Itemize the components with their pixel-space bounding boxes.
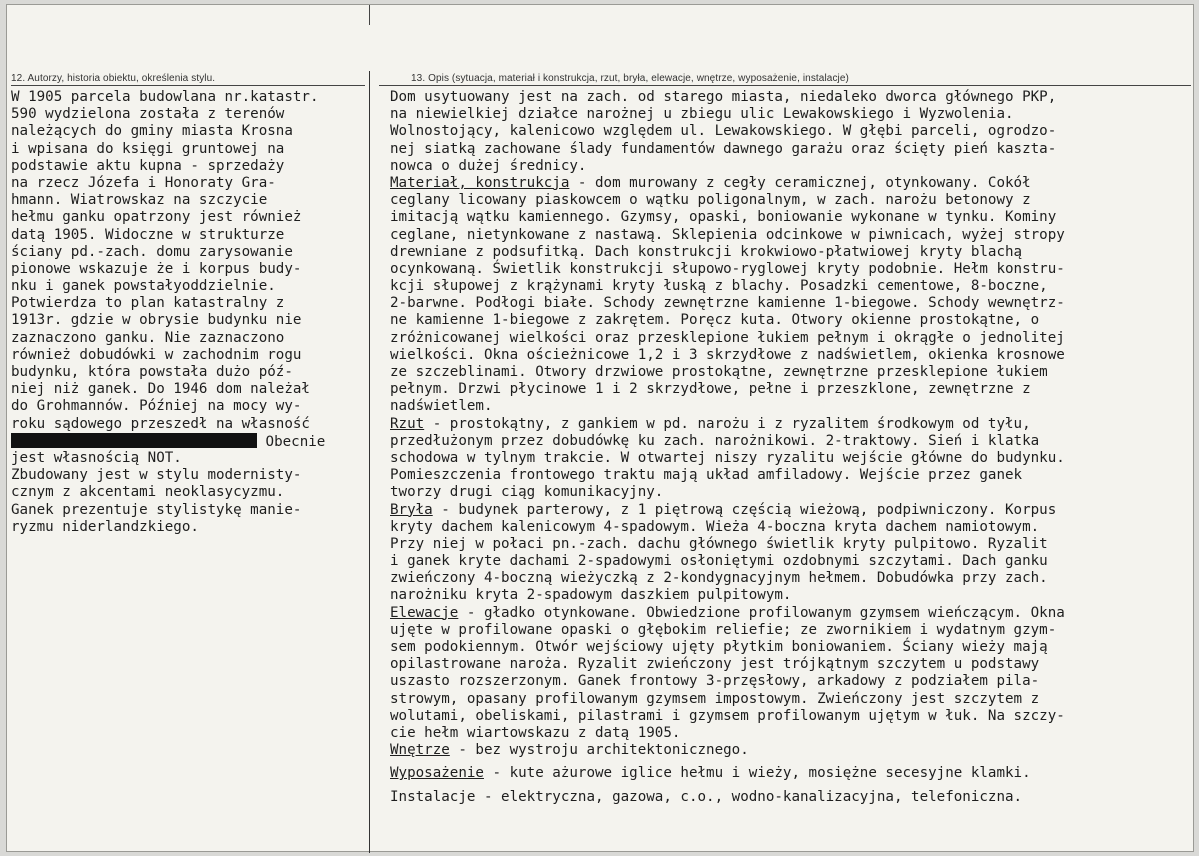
description-line: [390, 261, 1194, 278]
left-section-header: 12. Autorzy, historia obiektu, określenia stylu.: [11, 73, 216, 84]
history-column: [11, 89, 367, 536]
description-line: [390, 656, 1194, 673]
history-line: na rzecz Józefa i Honoraty Gra-: [11, 174, 276, 191]
history-line: 590 wydzielona została z terenów: [11, 106, 285, 123]
description-text: - prostokątny, z gankiem w pd. narożu i z ryzalitem środkowym od tyłu,: [424, 415, 1031, 432]
history-line: nku i ganek powstałyoddzielnie.: [11, 278, 276, 295]
description-line: [390, 450, 1194, 467]
description-text: ze szczeblinami. Otwory drzwiowe prostokątne, zewnętrzne przesklepione łukiem: [390, 364, 1048, 380]
history-line: ryzmu niderlandzkiego.: [11, 518, 199, 535]
description-text: imitacją wątku kamiennego. Gzymsy, opaski, boniowanie wykonane w tynku. Kominy: [390, 209, 1057, 226]
description-text: kryty dachem kalenicowym 4-spadowym. Wieża 4-boczna kryta dachem namiotowym.: [390, 518, 1040, 535]
description-text: ocynkowaną. Świetlik konstrukcji słupowo-ryglowej kryty podobnie. Hełm konstru-: [390, 260, 1065, 277]
description-text: - gładko otynkowane. Obwiedzione profilowanym gzymsem wieńczącym. Okna: [458, 604, 1065, 621]
history-line-text: Obecnie: [257, 433, 326, 450]
description-line: [390, 484, 1194, 501]
description-text: strowym, opasany profilowanym gzymsem impostowym. Zwieńczony jest szczytem z: [390, 690, 1040, 707]
description-text: tworzy drugi ciąg komunikacyjny.: [390, 484, 664, 501]
description-line: [390, 175, 1194, 192]
section-heading: Wyposażenie: [390, 765, 484, 782]
description-text: 2-barwne. Podłogi białe. Schody zewnętrzne kamienne 1-biegowe. Schody wewnętrz-: [390, 295, 1065, 312]
description-line: [390, 536, 1194, 553]
column-divider: [369, 71, 370, 853]
description-line: [390, 192, 1194, 209]
description-text: Przy niej w połaci pn.-zach. dachu głównego świetlik kryty pulpitowo. Ryzalit: [390, 535, 1048, 552]
description-line: [390, 123, 1194, 140]
description-line: [390, 519, 1194, 536]
history-line: niej niż ganek. Do 1946 dom należał: [11, 381, 310, 398]
description-column: [390, 89, 1194, 806]
description-line: [390, 467, 1194, 484]
description-text: kcji słupowej z krążynami kryty łuską z blachy. Posadzki cementowe, 8-boczne,: [390, 278, 1048, 295]
description-text: cie hełm wiartowskazu z datą 1905.: [390, 724, 681, 741]
description-line: [390, 622, 1194, 639]
history-line: Potwierdza to plan katastralny z: [11, 295, 285, 312]
description-text: ujęte w profilowane opaski o głębokim reliefie; ze zwornikiem i wydatnym gzym-: [390, 621, 1057, 638]
description-line: [390, 347, 1194, 364]
description-line: [390, 605, 1194, 622]
section-heading: Elewacje: [390, 604, 459, 621]
history-line: budynku, która powstała dużo póź-: [11, 364, 293, 380]
description-line: [390, 89, 1194, 106]
description-line: [390, 295, 1194, 312]
section-heading: Wnętrze: [390, 742, 450, 759]
description-text: Pomieszczenia frontowego traktu mają układ amfiladowy. Wejście przez ganek: [390, 467, 1023, 484]
description-text: - budynek parterowy, z 1 piętrową częścią wieżową, podpiwniczony. Korpus: [432, 501, 1057, 518]
description-line: [390, 312, 1194, 329]
history-line: cznym z akcentami neoklasycyzmu.: [11, 484, 285, 501]
description-line: [390, 381, 1194, 398]
inventory-card: [6, 4, 1194, 852]
history-line: Ganek prezentuje stylistykę manie-: [11, 501, 302, 518]
history-line: datą 1905. Widoczne w strukturze: [11, 226, 285, 243]
column-divider-top: [369, 5, 370, 25]
description-line: [390, 209, 1194, 226]
description-text: wielkości. Okna ościeżnicowe 1,2 i 3 skrzydłowe z nadświetlem, okienka krosnowe: [390, 346, 1065, 363]
section-heading: Materiał, konstrukcja: [390, 174, 570, 191]
history-line: zaznaczono ganku. Nie zaznaczono: [11, 329, 285, 346]
description-line: [390, 398, 1194, 415]
history-line-redacted: [11, 433, 367, 450]
history-line: Zbudowany jest w stylu modernisty-: [11, 467, 302, 484]
description-line: [390, 158, 1194, 175]
description-line: [390, 765, 1194, 782]
description-text: Instalacje - elektryczna, gazowa, c.o., wodno-kanalizacyjna, telefoniczna.: [390, 788, 1023, 805]
description-line: [390, 502, 1194, 519]
history-line: hmann. Wiatrowskaz na szczycie: [11, 192, 268, 209]
history-line: hełmu ganku opatrzony jest również: [11, 209, 302, 226]
description-text: i ganek kryte dachami 2-spadowymi osłoniętymi ozdobnymi szczytami. Dach ganku: [390, 553, 1048, 570]
description-text: narożniku kryta 2-spadowym daszkiem pulpitowym.: [390, 587, 792, 604]
description-line: [390, 673, 1194, 690]
description-text: na niewielkiej działce narożnej u zbiegu ulic Lewakowskiego i Wyzwolenia.: [390, 106, 1014, 123]
description-line: [390, 742, 1194, 759]
description-text: - bez wystroju architektonicznego.: [449, 742, 749, 759]
right-header-rule: [379, 85, 1191, 86]
section-heading: Rzut: [390, 415, 425, 432]
history-line: 1913r. gdzie w obrysie budynku nie: [11, 312, 302, 329]
history-line: również dobudówki w zachodnim rogu: [11, 346, 302, 363]
description-text: ceglany licowany piaskowcem o wątku poligonalnym, w zach. narożu betonowy z: [390, 192, 1031, 209]
description-line: [390, 244, 1194, 261]
description-text: Dom usytuowany jest na zach. od starego miasta, niedaleko dworca głównego PKP,: [390, 89, 1057, 105]
history-line: podstawie aktu kupna - sprzedaży: [11, 157, 285, 174]
description-line: [390, 141, 1194, 158]
section-heading: Bryła: [390, 501, 433, 518]
description-line: [390, 789, 1194, 806]
description-text: nej siatką zachowane ślady fundamentów dawnego garażu oraz ścięty pień kaszta-: [390, 140, 1057, 157]
description-line: [390, 227, 1194, 244]
description-line: [390, 416, 1194, 433]
description-line: [390, 708, 1194, 725]
description-line: [390, 725, 1194, 742]
description-text: zwieńczony 4-boczną wieżyczką z 2-kondygnacyjnym hełmem. Dobudówka przy zach.: [390, 570, 1048, 587]
right-section-header: 13. Opis (sytuacja, materiał i konstrukcja, rzut, bryła, elewacje, wnętrze, wyposażenie, instalacje): [411, 73, 849, 84]
description-text: uszasto rozszerzonym. Ganek frontowy 3-przęsłowy, arkadowy z podziałem pila-: [390, 673, 1040, 690]
description-text: nadświetlem.: [390, 398, 493, 415]
history-line: jest własnością NOT.: [11, 449, 182, 466]
history-line: W 1905 parcela budowlana nr.katastr.: [11, 89, 319, 105]
description-text: Wolnostojący, kalenicowo względem ul. Lewakowskiego. W głębi parceli, ogrodzo-: [390, 123, 1057, 140]
description-line: [390, 364, 1194, 381]
description-line: [390, 330, 1194, 347]
history-line: ściany pd.-zach. domu zarysowanie: [11, 243, 293, 260]
description-line: [390, 553, 1194, 570]
description-text: zróżnicowanej wielkości oraz przesklepione łukiem pełnym i okrągłe o jednolitej: [390, 329, 1065, 346]
history-line: pionowe wskazuje że i korpus budy-: [11, 260, 302, 277]
description-line: [390, 433, 1194, 450]
history-line: roku sądowego przeszedł na własność: [11, 415, 310, 432]
description-line: [390, 639, 1194, 656]
description-text: przedłużonym przez dobudówkę ku zach. narożnikowi. 2-traktowy. Sień i klatka: [390, 432, 1040, 449]
description-text: sem podokiennym. Otwór wejściowy ujęty płytkim boniowaniem. Ściany wieży mają: [390, 639, 1048, 655]
description-line: [390, 691, 1194, 708]
description-text: schodowa w tylnym trakcie. W otwartej niszy ryzalitu wejście główne do budynku.: [390, 449, 1065, 466]
description-text: wolutami, obeliskami, pilastrami i gzymsem profilowanym ujętym w łuk. Na szczy-: [390, 707, 1065, 724]
description-text: nowca o dużej średnicy.: [390, 157, 587, 174]
description-line: [390, 278, 1194, 295]
description-text: drewniane z podsufitką. Dach konstrukcji krokwiowo-płatwiowej kryty blachą: [390, 243, 1023, 260]
description-text: - kute ażurowe iglice hełmu i wieży, mosiężne secesyjne klamki.: [483, 765, 1031, 782]
description-line: [390, 587, 1194, 604]
description-text: ceglane, nietynkowane z nastawą. Sklepienia odcinkowe w piwnicach, wyżej stropy: [390, 226, 1065, 243]
left-header-rule: [11, 85, 365, 86]
history-line: do Grohmannów. Później na mocy wy-: [11, 398, 302, 415]
description-text: ne kamienne 1-biegowe z zakrętem. Poręcz kuta. Otwory okienne prostokątne, o: [390, 312, 1040, 329]
description-line: [390, 106, 1194, 123]
history-line: i wpisana do księgi gruntowej na: [11, 140, 285, 157]
description-text: opilastrowane naroża. Ryzalit zwieńczony jest trójkątnym szczytem u podstawy: [390, 656, 1040, 673]
history-line: należących do gminy miasta Krosna: [11, 123, 293, 140]
description-line: [390, 570, 1194, 587]
description-text: - dom murowany z cegły ceramicznej, otynkowany. Cokół: [569, 174, 1031, 191]
redaction-bar: [11, 433, 257, 448]
description-text: pełnym. Drzwi płycinowe 1 i 2 skrzydłowe, pełne i przeszklone, zewnętrzne z: [390, 381, 1031, 398]
